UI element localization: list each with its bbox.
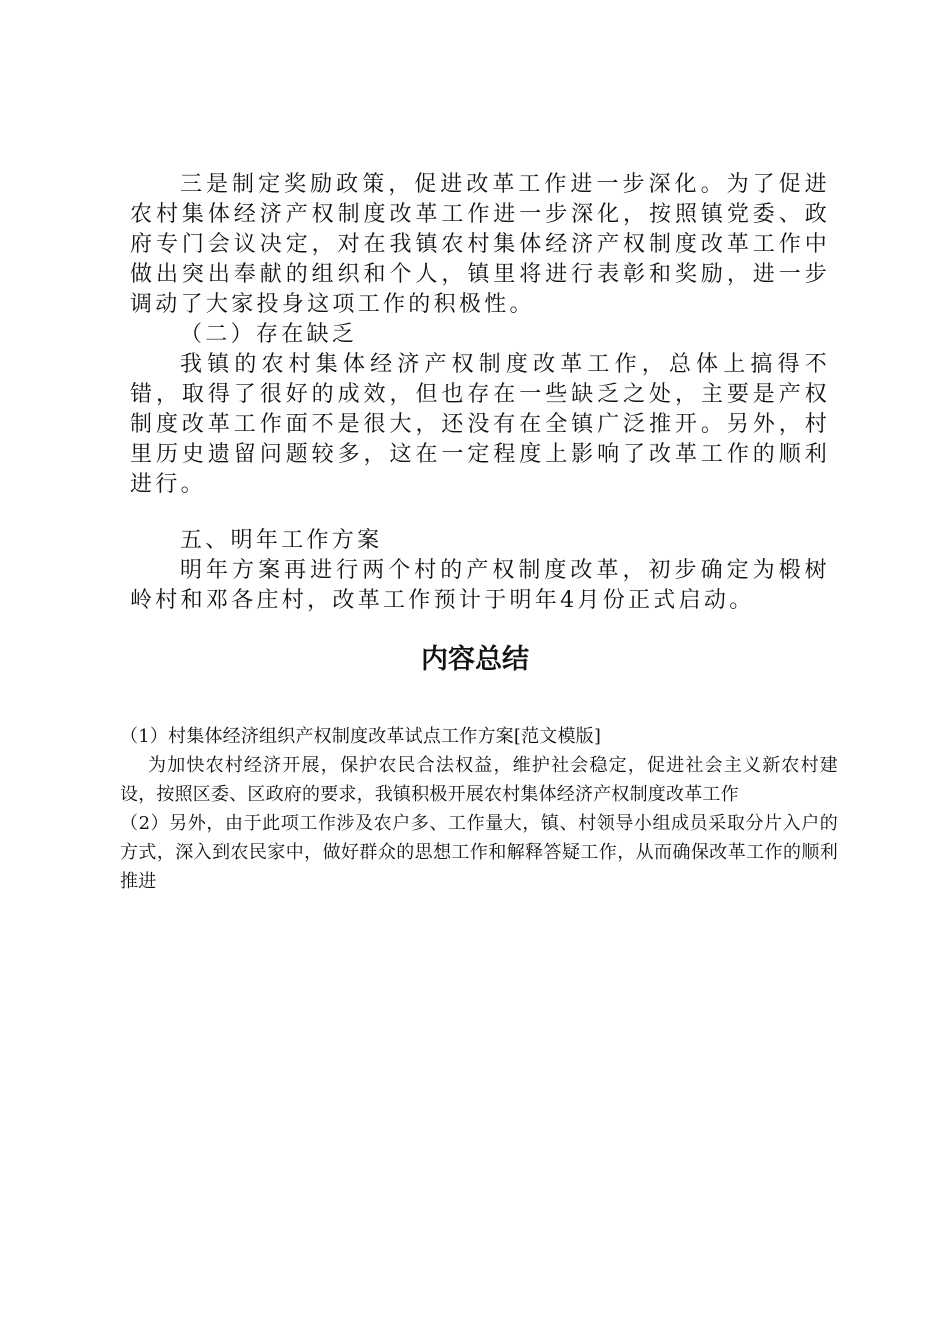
paragraph-reward-policy: 三是制定奖励政策，促进改革工作进一步深化。为了促进农村集体经济产权制度改革工作进一步深化，按照镇党委、政府专门会议决定，对在我镇农村集体经济产权制度改革工作中做出突出奉献的组织和个人，镇里将进行表彰和奖励，进一步调动了大家投身这项工作的积极性。 [130, 172, 830, 317]
spacer [130, 500, 830, 526]
summary-item-1-title: （1）村集体经济组织产权制度改革试点工作方案[范文模版] [120, 726, 602, 747]
paragraph-next-year-plan: 明年方案再进行两个村的产权制度改革，初步确定为椴树岭村和邓各庄村，改革工作预计于明年4月份正式启动。 [130, 558, 830, 613]
paragraph-issues: 我镇的农村集体经济产权制度改革工作，总体上搞得不错，取得了很好的成效，但也存在一些缺乏之处，主要是产权制度改革工作面不是很大，还没有在全镇广泛推开。另外，村里历史遗留问题较多，这在一定程度上影响了改革工作的顺利进行。 [130, 352, 830, 497]
document-body [130, 170, 830, 616]
summary-title: 内容总结 [421, 644, 529, 675]
summary-item-1-text: 为加快农村经济开展，保护农民合法权益，维护社会稳定，促进社会主义新农村建设，按照区委、区政府的要求，我镇积极开展农村集体经济产权制度改革工作 [120, 755, 838, 805]
subheading-issues: （二）存在缺乏 [180, 322, 358, 347]
subheading-next-year-plan: 五、明年工作方案 [180, 528, 383, 553]
summary-item-2-text: （2）另外，由于此项工作涉及农户多、工作量大，镇、村领导小组成员采取分片入户的方式，深入到农民家中，做好群众的思想工作和解释答疑工作，从而确保改革工作的顺利推进 [120, 813, 838, 892]
summary-section [120, 722, 838, 896]
